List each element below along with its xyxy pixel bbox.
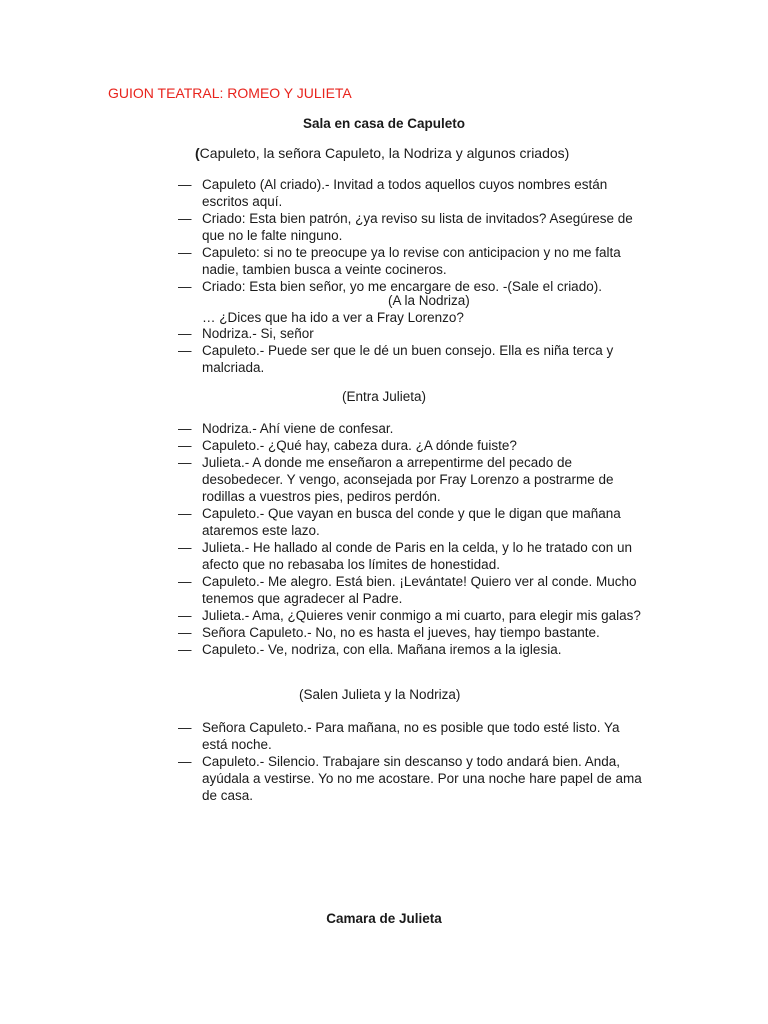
dash: —	[178, 211, 192, 226]
dash: —	[178, 754, 192, 769]
dialogue-line	[178, 505, 648, 539]
dialogue-text: Capuleto.- Silencio. Trabajare sin descanso y todo andará bien. Anda, ayúdala a vestirse. Yo no me acostare. Por una noche hare papel de ama de casa.	[202, 754, 642, 803]
dash: —	[178, 642, 192, 657]
dash: —	[178, 438, 192, 453]
dialogue-line	[178, 454, 648, 505]
dialogue-line	[178, 210, 648, 244]
dash: —	[178, 625, 192, 640]
dialogue-line	[178, 325, 648, 342]
dialogue-block-4	[178, 719, 648, 804]
dialogue-text: Capuleto.- ¿Qué hay, cabeza dura. ¿A dónde fuiste?	[202, 438, 517, 453]
dash: —	[178, 574, 192, 589]
dialogue-text: Señora Capuleto.- No, no es hasta el jueves, hay tiempo bastante.	[202, 625, 600, 640]
stage-direction-salen: (Salen Julieta y la Nodriza)	[299, 687, 461, 702]
dialogue-text: Criado: Esta bien señor, yo me encargare de eso. -(Sale el criado).	[202, 279, 602, 294]
dialogue-block-1	[178, 176, 648, 295]
document-title: GUION TEATRAL: ROMEO Y JULIETA	[108, 85, 352, 101]
dialogue-line	[178, 641, 648, 658]
dash: —	[178, 506, 192, 521]
dash: —	[178, 540, 192, 555]
open-paren: (	[195, 145, 200, 161]
dialogue-text: Criado: Esta bien patrón, ¿ya reviso su lista de invitados? Asegúrese de que no le falte ninguno.	[202, 211, 633, 243]
stage-direction-nodriza: (A la Nodriza)	[388, 293, 470, 308]
dialogue-line	[178, 244, 648, 278]
dialogue-line	[178, 624, 648, 641]
dialogue-text: Señora Capuleto.- Para mañana, no es posible que todo esté listo. Ya está noche.	[202, 720, 620, 752]
dialogue-line	[178, 539, 648, 573]
dash: —	[178, 421, 192, 436]
dialogue-line	[178, 607, 648, 624]
scene-heading-2: Camara de Julieta	[326, 911, 442, 926]
dialogue-line	[178, 420, 648, 437]
dash: —	[178, 455, 192, 470]
stage-direction-entra: (Entra Julieta)	[341, 389, 427, 404]
dash: —	[178, 608, 192, 623]
characters-text: Capuleto, la señora Capuleto, la Nodriza y algunos criados)	[199, 145, 570, 161]
dash: —	[178, 245, 192, 260]
dialogue-block-2	[178, 325, 648, 376]
dialogue-text: Capuleto.- Ve, nodriza, con ella. Mañana iremos a la iglesia.	[202, 642, 562, 657]
dialogue-text: Capuleto.- Me alegro. Está bien. ¡Levántate! Quiero ver al conde. Mucho tenemos que agradecer al Padre.	[202, 574, 637, 606]
dash: —	[178, 326, 192, 341]
dialogue-continuation: … ¿Dices que ha ido a ver a Fray Lorenzo?	[202, 310, 464, 325]
dialogue-line	[178, 176, 648, 210]
dialogue-block-3	[178, 420, 648, 658]
dialogue-text: Capuleto (Al criado).- Invitad a todos aquellos cuyos nombres están escritos aquí.	[202, 177, 608, 209]
dialogue-line	[178, 573, 648, 607]
dash: —	[178, 720, 192, 735]
dialogue-text: Capuleto.- Puede ser que le dé un buen consejo. Ella es niña terca y malcriada.	[202, 343, 614, 375]
dialogue-text: Nodriza.- Si, señor	[202, 326, 314, 341]
dialogue-text: Capuleto: si no te preocupe ya lo revise con anticipacion y no me falta nadie, tambien busca a veinte cocineros.	[202, 245, 621, 277]
dialogue-text: Nodriza.- Ahí viene de confesar.	[202, 421, 394, 436]
scene-characters	[195, 145, 569, 161]
dash: —	[178, 343, 192, 358]
dialogue-text: Julieta.- Ama, ¿Quieres venir conmigo a mi cuarto, para elegir mis galas?	[202, 608, 641, 623]
dash: —	[178, 177, 192, 192]
dialogue-line	[178, 753, 648, 804]
dialogue-text: Julieta.- He hallado al conde de Paris en la celda, y lo he tratado con un afecto que no rebasaba los límites de honestidad.	[202, 540, 633, 572]
dialogue-line	[178, 437, 648, 454]
scene-heading: Sala en casa de Capuleto	[302, 116, 466, 131]
dash: —	[178, 279, 192, 294]
dialogue-text: Capuleto.- Que vayan en busca del conde y que le digan que mañana ataremos este lazo.	[202, 506, 621, 538]
dialogue-line	[178, 342, 648, 376]
dialogue-text: Julieta.- A donde me enseñaron a arrepentirme del pecado de desobedecer. Y vengo, aconsejada por Fray Lorenzo a postrarme de rodillas a vuestros pies, pediros perdón.	[202, 455, 614, 504]
dialogue-line	[178, 719, 648, 753]
